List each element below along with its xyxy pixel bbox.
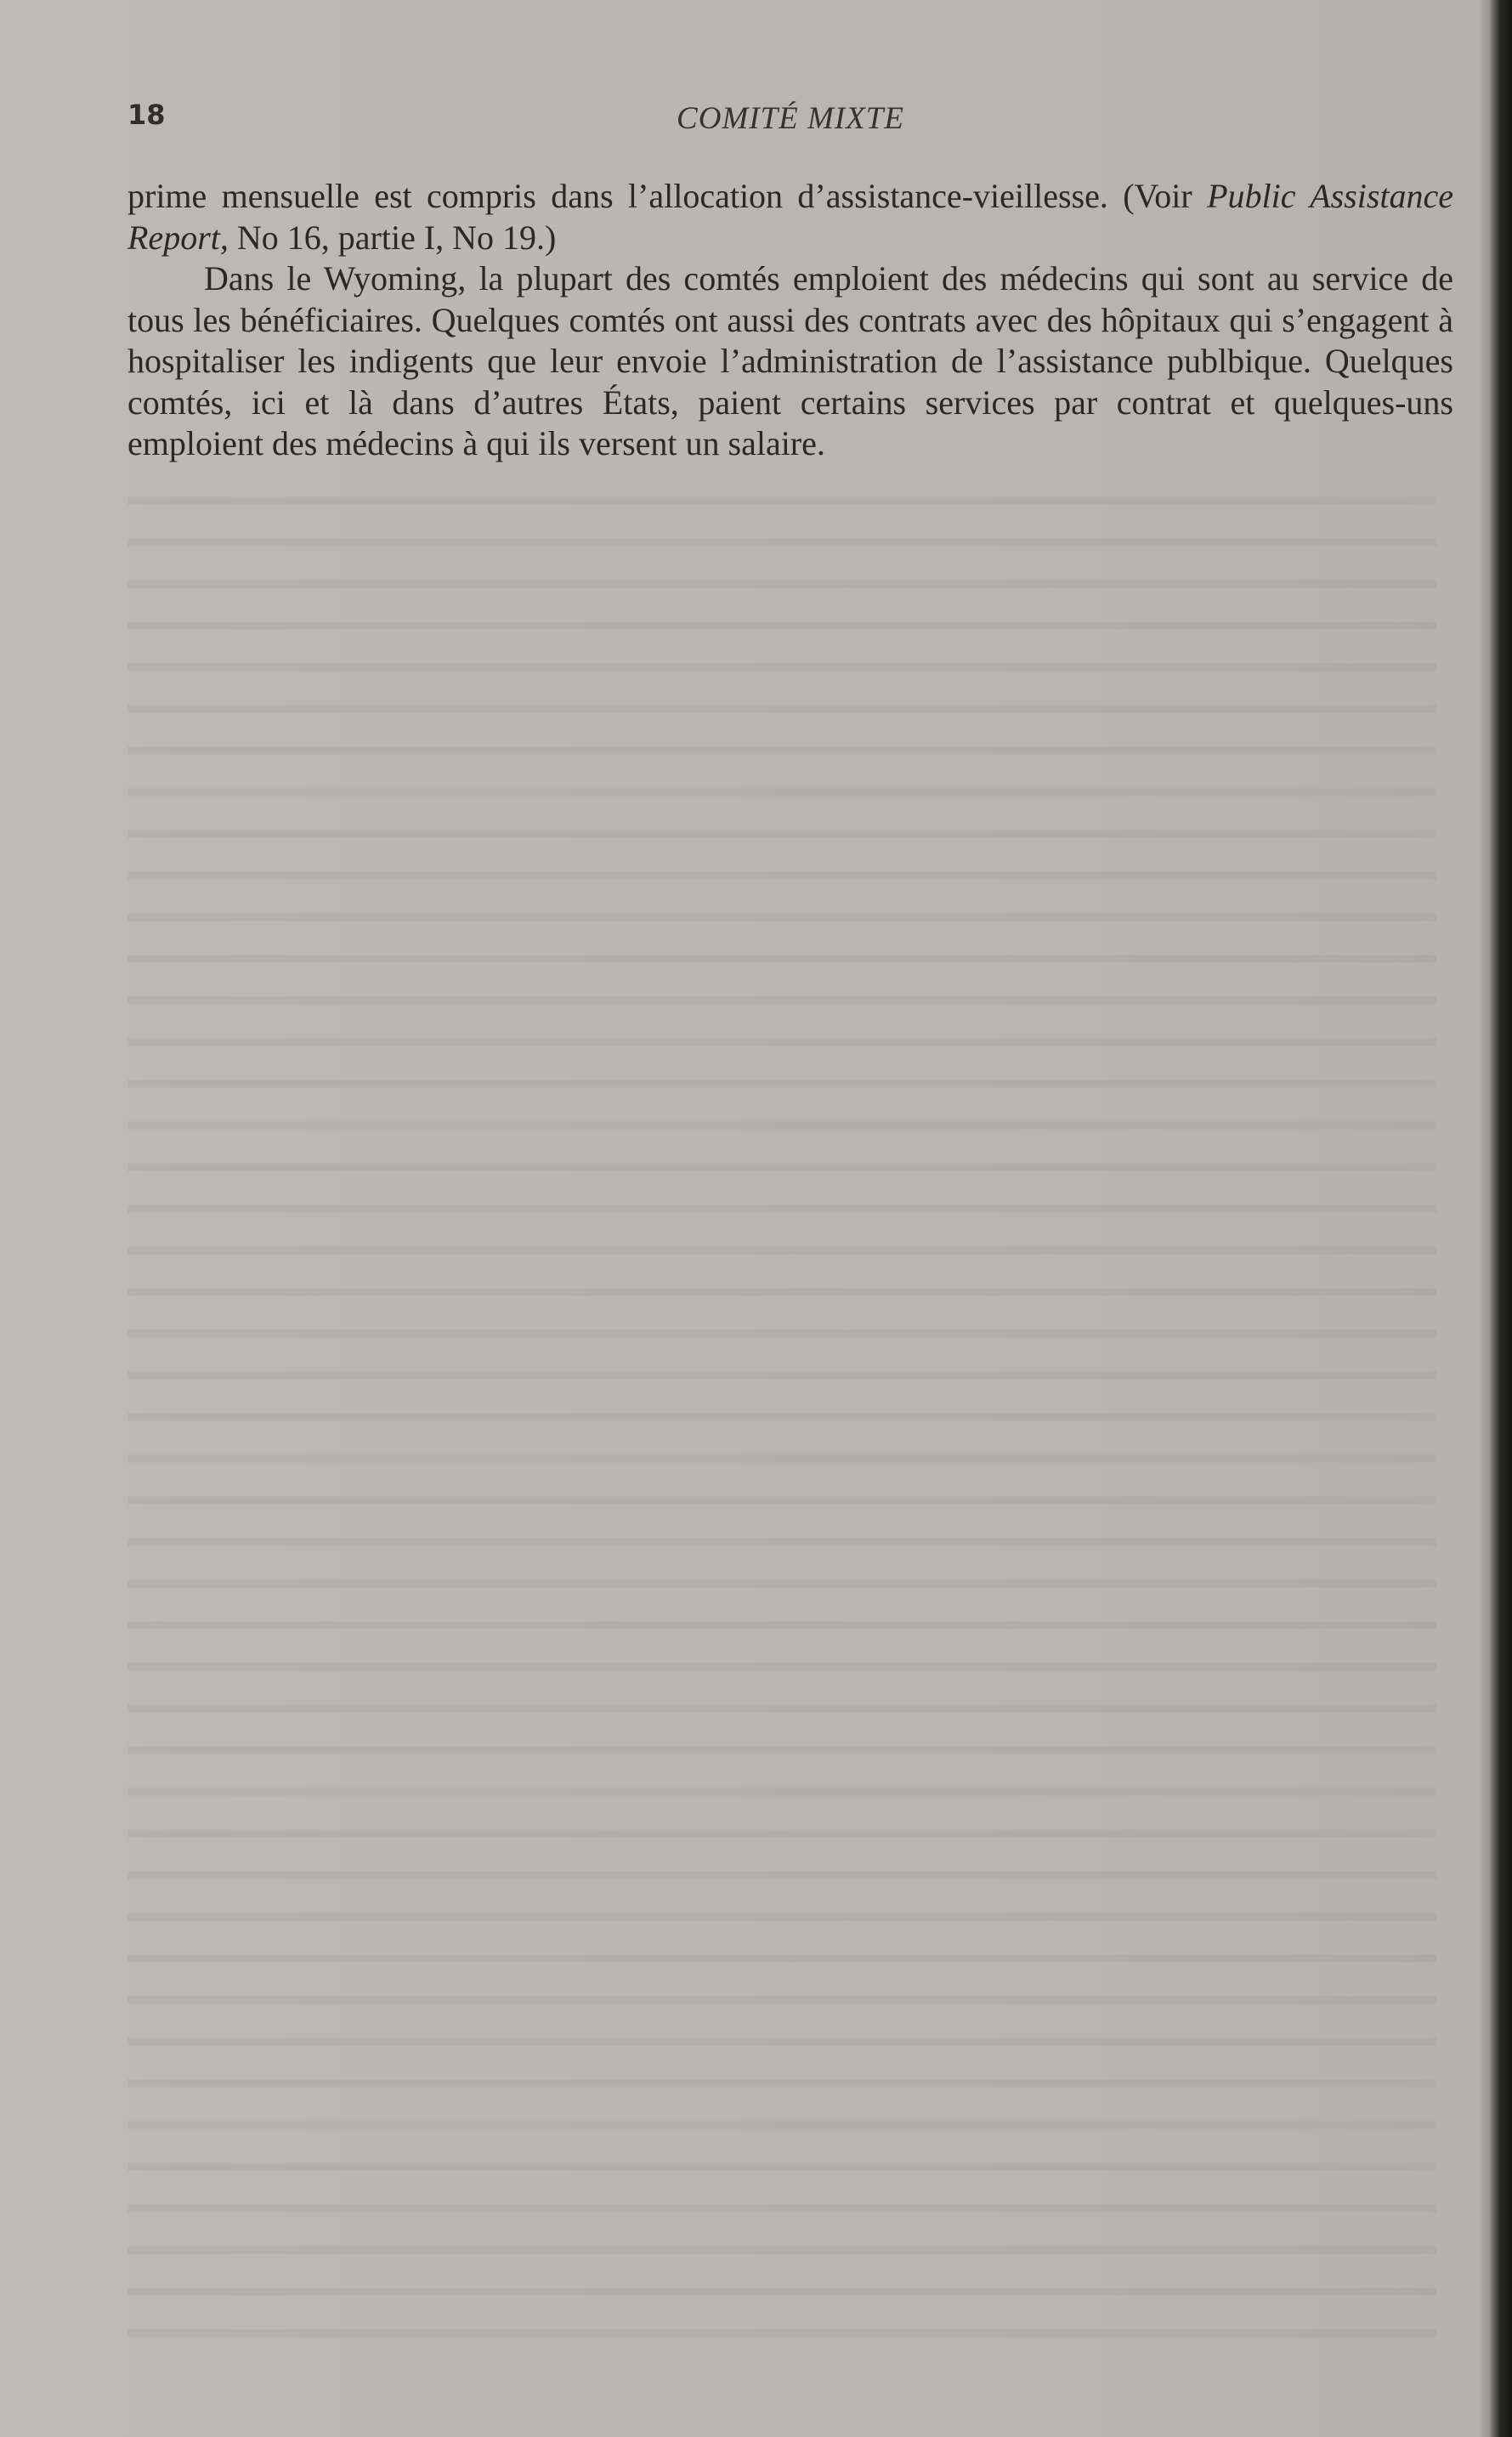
page-edge	[1490, 0, 1512, 2437]
page-header	[127, 99, 1453, 143]
report-title: Public Assistance Report,	[127, 177, 1454, 257]
running-head: COMITÉ MIXTE	[677, 101, 904, 136]
paragraph-1-text: prime mensuelle est compris dans l’allocation d’assistance-vieillesse. (Voir	[127, 177, 1208, 215]
page-number: 18	[127, 99, 166, 131]
binding-shadow	[1478, 0, 1490, 2437]
body-text	[127, 176, 1453, 465]
paragraph-1-reference: No 16, partie I, No 19.)	[228, 218, 557, 257]
paragraph-continuation	[127, 176, 1453, 258]
paragraph-wyoming: Dans le Wyoming, la plupart des comtés emploient des médecins qui sont au service de tous les bénéficiaires. Quelques comtés ont aussi des contrats avec des hôpitaux qui s’engagent à hospitaliser les indigents que leur envoie l’administration de l’assistance publbique. Quelques comtés, ici et là dans d’autres États, paient certains services par contrat et quelques-uns emploient des médecins à qui ils versent un salaire.	[127, 259, 1453, 462]
reverse-side-show-through	[127, 476, 1436, 2346]
